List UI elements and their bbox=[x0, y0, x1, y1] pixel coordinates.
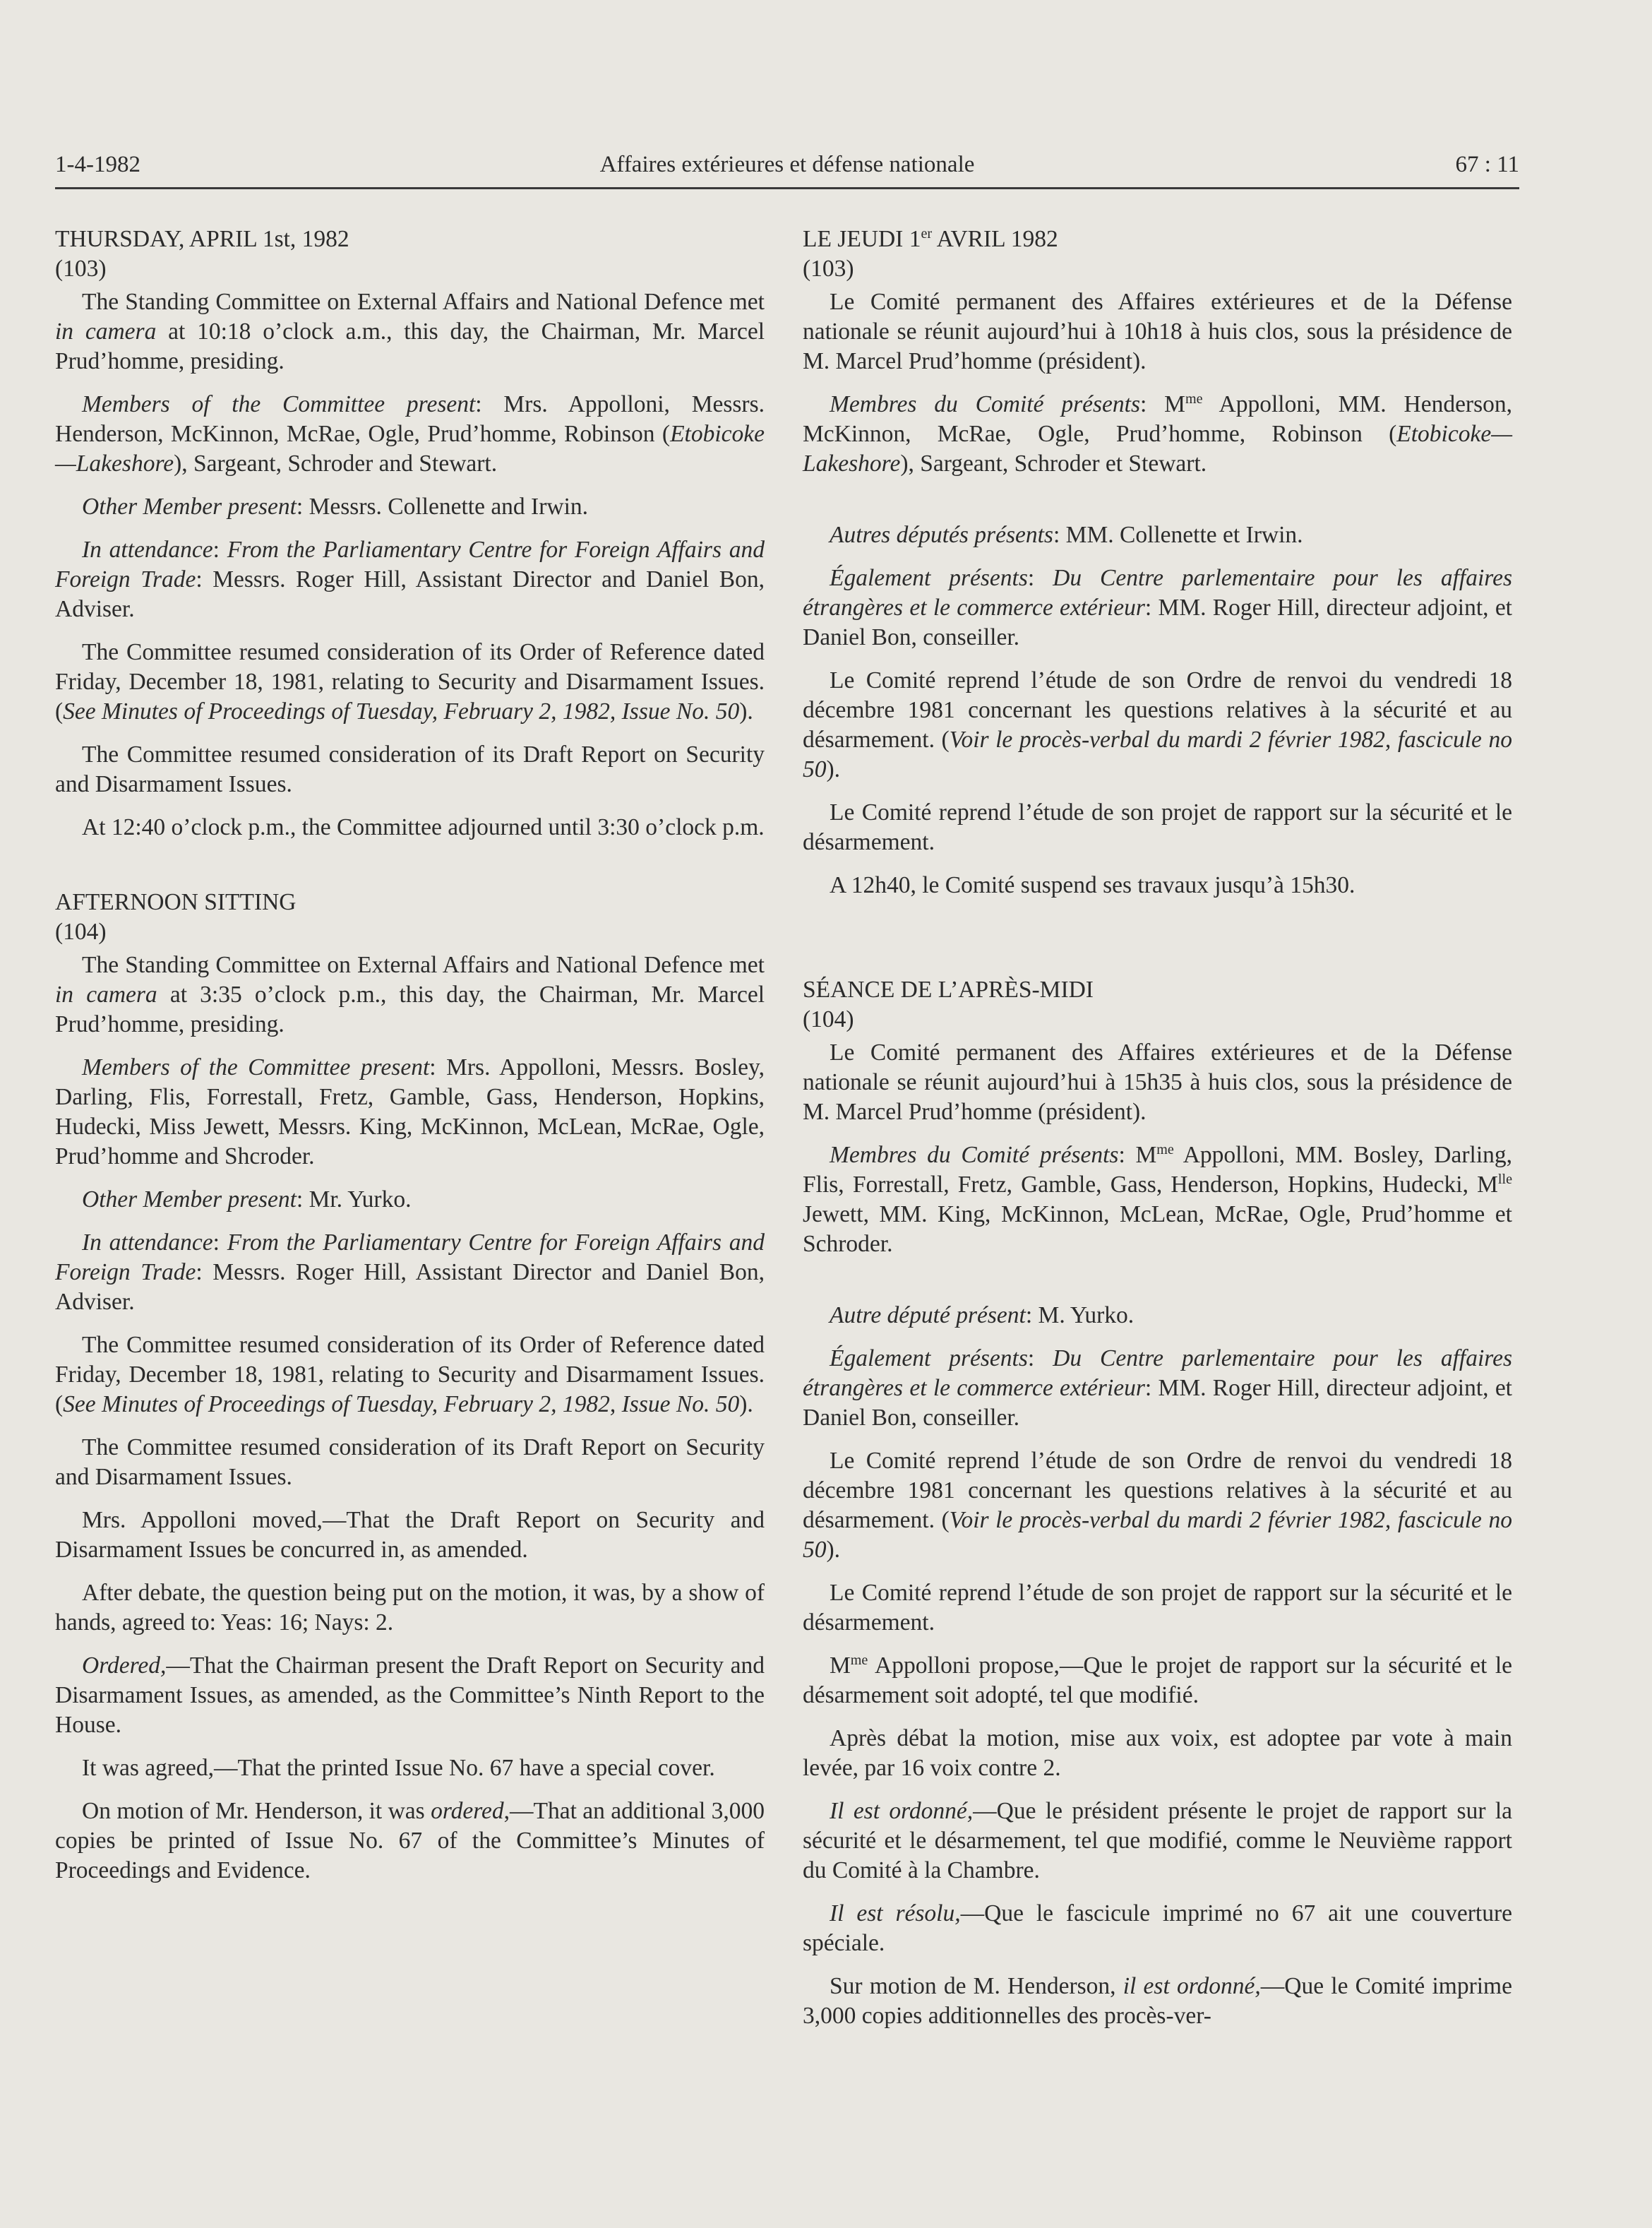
paragraph: Sur motion de M. Henderson, il est ordonné,—Que le Comité imprime 3,000 copies additionnelles des procès-ver- bbox=[803, 1973, 1512, 2029]
section-number: (103) bbox=[803, 256, 854, 282]
section-spacer bbox=[55, 856, 765, 888]
paragraph: Le Comité permanent des Affaires extérieures et de la Défense nationale se réunit aujourd’hui à 15h35 à huis clos, sous la présidence de M. Marcel Prud’homme (président). bbox=[803, 1039, 1512, 1125]
paragraph-other-members: Autres députés présents: MM. Collenette et Irwin. bbox=[830, 522, 1303, 548]
paragraph-other-members: Other Member present: Messrs. Collenette and Irwin. bbox=[82, 494, 588, 520]
paragraph-members-present: Members of the Committee present: Mrs. Appolloni, Messrs. Henderson, McKinnon, McRae, Ogle, Prud’homme, Robinson (Etobicoke—Lakeshore), Sargeant, Schroder and Stewart. bbox=[55, 391, 765, 477]
paragraph-spacer bbox=[803, 492, 1512, 520]
paragraph: Ordered,—That the Chairman present the Draft Report on Security and Disarmament Issues, as amended, as the Committee’s Ninth Report to the House. bbox=[55, 1652, 765, 1738]
paragraph: Le Comité reprend l’étude de son projet de rapport sur la sécurité et le désarmement. bbox=[803, 1580, 1512, 1636]
section-number: (104) bbox=[803, 1006, 854, 1032]
paragraph: It was agreed,—That the printed Issue No. 67 have a special cover. bbox=[82, 1755, 715, 1781]
section-spacer bbox=[803, 914, 1512, 975]
section-number: (103) bbox=[55, 256, 107, 282]
paragraph: Mrs. Appolloni moved,—That the Draft Report on Security and Disarmament Issues be concurred in, as amended. bbox=[55, 1507, 765, 1563]
paragraph: Il est résolu,—Que le fascicule imprimé no 67 ait une couverture spéciale. bbox=[803, 1900, 1512, 1956]
section-number: (104) bbox=[55, 919, 107, 945]
paragraph-other-members: Autre député présent: M. Yurko. bbox=[830, 1302, 1135, 1328]
paragraph-spacer bbox=[803, 1273, 1512, 1301]
paragraph: The Committee resumed consideration of its Draft Report on Security and Disarmament Issues. bbox=[55, 1434, 765, 1490]
paragraph: Après débat la motion, mise aux voix, est adoptee par vote à main levée, par 16 voix contre 2. bbox=[803, 1725, 1512, 1781]
section-heading: SÉANCE DE L’APRÈS-MIDI bbox=[803, 977, 1094, 1003]
section-heading: AFTERNOON SITTING bbox=[55, 889, 297, 915]
header-title: Affaires extérieures et défense nationale bbox=[599, 152, 975, 177]
paragraph: At 12:40 o’clock p.m., the Committee adjourned until 3:30 o’clock p.m. bbox=[82, 814, 765, 840]
paragraph-in-attendance: In attendance: From the Parliamentary Centre for Foreign Affairs and Foreign Trade: Messrs. Roger Hill, Assistant Director and Daniel Bon, Adviser. bbox=[55, 1229, 765, 1315]
paragraph: Le Comité permanent des Affaires extérieures et de la Défense nationale se réunit aujourd’hui à 10h18 à huis clos, sous la présidence de M. Marcel Prud’homme (président). bbox=[803, 289, 1512, 374]
paragraph: The Committee resumed consideration of its Draft Report on Security and Disarmament Issues. bbox=[55, 741, 765, 797]
paragraph: On motion of Mr. Henderson, it was ordered,—That an additional 3,000 copies be printed of Issue No. 67 of the Committee’s Minutes of Proceedings and Evidence. bbox=[55, 1798, 765, 1883]
paragraph: Le Comité reprend l’étude de son Ordre de renvoi du vendredi 18 décembre 1981 concernant les questions relatives à la sécurité et au désarmement. (Voir le procès-verbal du mardi 2 février 1982, fascicule no 50). bbox=[803, 667, 1512, 782]
section-heading: THURSDAY, APRIL 1st, 1982 bbox=[55, 226, 349, 252]
page-header bbox=[55, 152, 1519, 189]
paragraph: The Committee resumed consideration of its Order of Reference dated Friday, December 18, 1981, relating to Security and Disarmament Issues. (See Minutes of Proceedings of Tuesday, February 2, 1982, Issue No. 50). bbox=[55, 639, 765, 725]
paragraph: After debate, the question being put on the motion, it was, by a show of hands, agreed to: Yeas: 16; Nays: 2. bbox=[55, 1580, 765, 1636]
paragraph: Le Comité reprend l’étude de son Ordre de renvoi du vendredi 18 décembre 1981 concernant les questions relatives à la sécurité et au désarmement. (Voir le procès-verbal du mardi 2 février 1982, fascicule no 50). bbox=[803, 1448, 1512, 1563]
french-column bbox=[803, 225, 1512, 2044]
paragraph-members-present: Membres du Comité présents: $M^{me}$ Appolloni, MM. Henderson, McKinnon, McRae, Ogle, Prud’homme, Robinson (Etobicoke—Lakeshore), Sargeant, Schroder et Stewart. bbox=[803, 391, 1513, 477]
paragraph: The Standing Committee on External Affairs and National Defence met in camera at 3:35 o’clock p.m., this day, the Chairman, Mr. Marcel Prud’homme, presiding. bbox=[55, 952, 765, 1037]
paragraph-in-attendance: Également présents: Du Centre parlementaire pour les affaires étrangères et le commerce extérieur: MM. Roger Hill, directeur adjoint, et Daniel Bon, conseiller. bbox=[803, 1345, 1512, 1431]
paragraph-other-members: Other Member present: Mr. Yurko. bbox=[82, 1186, 412, 1213]
paragraph: The Standing Committee on External Affairs and National Defence met in camera at 10:18 o’clock a.m., this day, the Chairman, Mr. Marcel Prud’homme, presiding. bbox=[55, 289, 765, 374]
english-column bbox=[55, 225, 765, 1899]
paragraph: Il est ordonné,—Que le président présente le projet de rapport sur la sécurité et le désarmement, tel que modifié, comme le Neuvième rapport du Comité à la Chambre. bbox=[803, 1798, 1512, 1883]
header-page-number: 67 : 11 bbox=[1455, 152, 1519, 177]
paragraph-members-present: Membres du Comité présents: $M^{me}$ Appolloni, MM. Bosley, Darling, Flis, Forrestall, Fretz, Gamble, Gass, Henderson, Hopkins, Hudecki, $M^{lle}$ Jewett, MM. King, McKinnon, McLean, McRae, Ogle, Prud’homme et Schroder. bbox=[803, 1141, 1512, 1257]
header-date: 1-4-1982 bbox=[55, 152, 140, 177]
paragraph: A 12h40, le Comité suspend ses travaux jusqu’à 15h30. bbox=[830, 872, 1355, 898]
section-heading: LE JEUDI 1er AVRIL 1982 bbox=[803, 225, 1058, 252]
paragraph: Le Comité reprend l’étude de son projet de rapport sur la sécurité et le désarmement. bbox=[803, 799, 1512, 855]
paragraph: The Committee resumed consideration of its Order of Reference dated Friday, December 18, 1981, relating to Security and Disarmament Issues. (See Minutes of Proceedings of Tuesday, February 2, 1982, Issue No. 50). bbox=[55, 1332, 765, 1417]
paragraph: $M^{me}$ Appolloni propose,—Que le projet de rapport sur la sécurité et le désarmement soit adopté, tel que modifié. bbox=[803, 1652, 1512, 1708]
paragraph-in-attendance: Également présents: Du Centre parlementaire pour les affaires étrangères et le commerce extérieur: MM. Roger Hill, directeur adjoint, et Daniel Bon, conseiller. bbox=[803, 565, 1512, 650]
paragraph-in-attendance: In attendance: From the Parliamentary Centre for Foreign Affairs and Foreign Trade: Messrs. Roger Hill, Assistant Director and Daniel Bon, Adviser. bbox=[55, 537, 765, 622]
paragraph-members-present: Members of the Committee present: Mrs. Appolloni, Messrs. Bosley, Darling, Flis, Forrestall, Fretz, Gamble, Gass, Henderson, Hopkins, Hudecki, Miss Jewett, Messrs. King, McKinnon, McLean, McRae, Ogle, Prud’homme and Shcroder. bbox=[55, 1054, 765, 1169]
